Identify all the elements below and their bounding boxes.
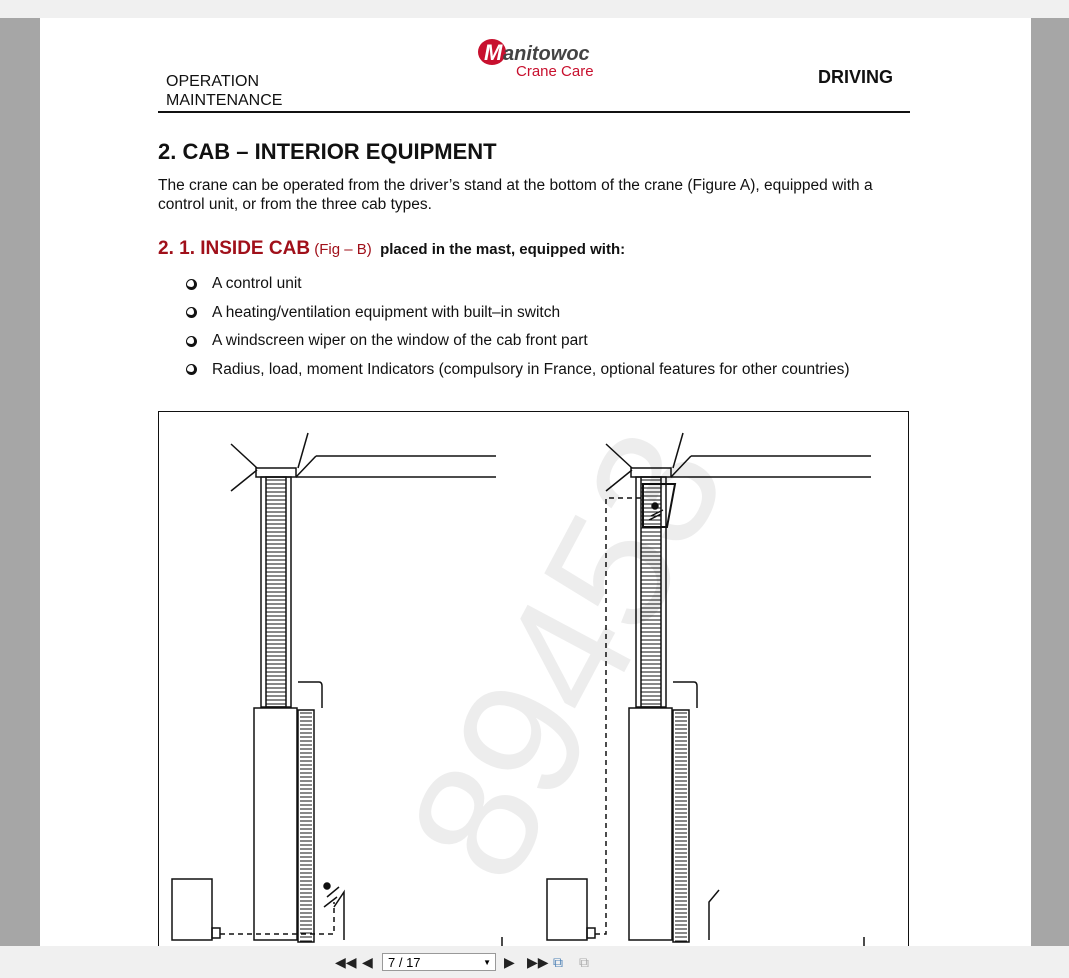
list-item-text: A heating/ventilation equipment with built–in switch (212, 303, 561, 321)
list-item (186, 299, 850, 328)
subsection-title: 2. 1. INSIDE CAB (158, 238, 311, 259)
svg-text:anitowoc: anitowoc (503, 43, 590, 65)
watermark: 89453 (372, 402, 763, 909)
bullet-icon (186, 364, 197, 375)
mast-hook (673, 682, 697, 708)
previous-page-icon[interactable]: ◀ (362, 954, 373, 970)
next-page-icon[interactable]: ▶ (504, 954, 515, 970)
header-left (166, 72, 282, 110)
mast-head (256, 468, 296, 477)
list-item-text: A control unit (212, 275, 302, 293)
operator-icon (324, 883, 330, 889)
page-selector[interactable] (382, 953, 496, 971)
go-forward-view-icon: ⧉ (579, 954, 589, 970)
bullet-icon (186, 307, 197, 318)
manitowoc-logo (476, 36, 596, 84)
go-back-view-icon[interactable]: ⧉ (553, 954, 563, 970)
counter-jib (298, 433, 308, 468)
svg-text:Crane Care: Crane Care (516, 63, 594, 80)
figure-reference: (Fig – B) (314, 241, 372, 258)
jib-stay (231, 470, 257, 491)
jib-stay (231, 444, 257, 468)
last-page-icon[interactable]: ▶▶ (527, 954, 549, 970)
header-rule (158, 111, 910, 113)
viewer-top-bar (0, 0, 1069, 18)
first-page-icon[interactable]: ◀◀ (335, 954, 357, 970)
page-value: 7 / 17 (388, 955, 421, 970)
drivers-stand (324, 887, 344, 940)
subsection-heading (158, 238, 625, 260)
stand-rail (709, 890, 719, 940)
connector (212, 928, 220, 938)
chevron-down-icon: ▼ (483, 958, 491, 967)
intro-paragraph: The crane can be operated from the driver’s stand at the bottom of the crane (Figure A), equipped with a control unit, or from the three cab types. (158, 177, 873, 213)
subsection-lead: placed in the mast, equipped with: (380, 241, 626, 258)
header-operation: OPERATION (166, 73, 260, 90)
connector (587, 928, 595, 938)
list-item-text: A windscreen wiper on the window of the cab front part (212, 332, 588, 350)
svg-text:M: M (484, 40, 503, 65)
lower-mast (629, 708, 672, 940)
control-cable (220, 902, 334, 934)
bullet-icon (186, 279, 197, 290)
section-title: 2. CAB – INTERIOR EQUIPMENT (158, 139, 497, 164)
mast-hook (298, 682, 322, 708)
document-page (40, 18, 1031, 946)
bullet-icon (186, 336, 197, 347)
header-maintenance: MAINTENANCE (166, 92, 283, 109)
list-item (186, 327, 850, 356)
control-cabinet (172, 879, 212, 940)
list-item-text: Radius, load, moment Indicators (compulsory in France, optional features for other countries) (212, 360, 850, 378)
list-item (186, 270, 850, 299)
equipment-list (186, 270, 850, 384)
lower-mast (254, 708, 297, 940)
header-chapter: DRIVING (818, 67, 894, 87)
list-item (186, 356, 850, 385)
pdf-toolbar (0, 946, 1069, 978)
